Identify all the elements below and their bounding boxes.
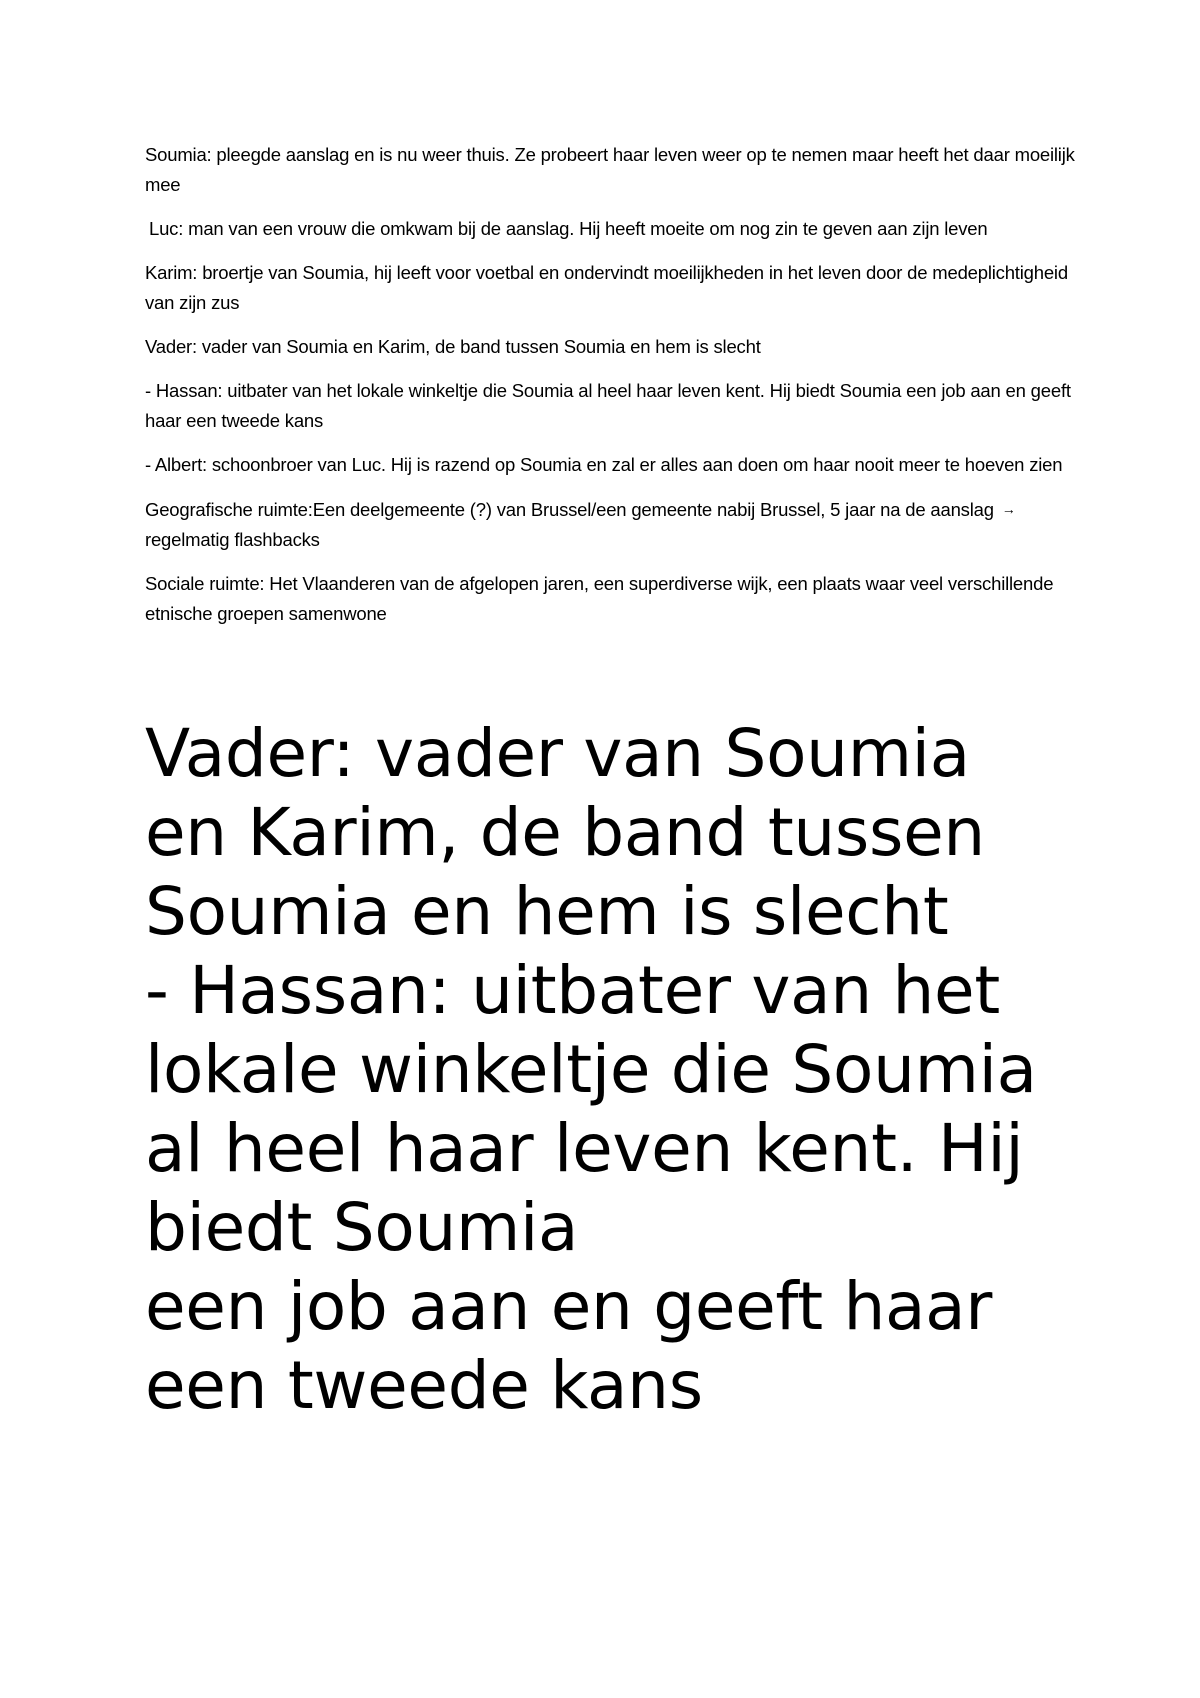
paragraph-luc: Luc: man van een vrouw die omkwam bij de aanslag. Hij heeft moeite om nog zin te geven aan zijn leven [149,218,988,239]
arrow-icon: → [1001,501,1016,517]
geografische-text-1: Geografische ruimte:Een deelgemeente (?) van Brussel/een gemeente nabij Brussel, 5 jaar na de aanslag [145,499,994,520]
paragraph-geografische-ruimte [145,494,1075,555]
paragraph-sociale-ruimte: Sociale ruimte: Het Vlaanderen van de afgelopen jaren, een superdiverse wijk, een plaats waar veel verschillende etnische groepen samenwone [145,573,1054,624]
large-text-line: Vader: vader van Soumia [145,715,970,792]
large-text-line: een tweede kans [145,1347,703,1424]
paragraph-karim: Karim: broertje van Soumia, hij leeft voor voetbal en ondervindt moeilijkheden in het leven door de medeplichtigheid van zijn zus [145,262,1068,313]
character-notes [145,140,1075,643]
paragraph-soumia: Soumia: pleegde aanslag en is nu weer thuis. Ze probeert haar leven weer op te nemen maar heeft het daar moeilijk mee [145,144,1075,195]
paragraph-hassan: - Hassan: uitbater van het lokale winkeltje die Soumia al heel haar leven kent. Hij biedt Soumia een job aan en geeft haar een tweede kans [145,380,1071,431]
large-text-line: biedt Soumia [145,1189,579,1266]
large-text-block [145,714,1105,1425]
large-text-line: en Karim, de band tussen [145,794,985,871]
paragraph-albert: - Albert: schoonbroer van Luc. Hij is razend op Soumia en zal er alles aan doen om haar nooit meer te hoeven zien [145,454,1063,475]
paragraph-vader: Vader: vader van Soumia en Karim, de band tussen Soumia en hem is slecht [145,336,761,357]
large-text-line: Soumia en hem is slecht [145,873,949,950]
geografische-text-2: regelmatig flashbacks [145,529,320,550]
large-text-line: lokale winkeltje die Soumia [145,1031,1037,1108]
large-text-line: al heel haar leven kent. Hij [145,1110,1024,1187]
large-text-line: een job aan en geeft haar [145,1268,993,1345]
large-text-line: - Hassan: uitbater van het [145,952,1000,1029]
